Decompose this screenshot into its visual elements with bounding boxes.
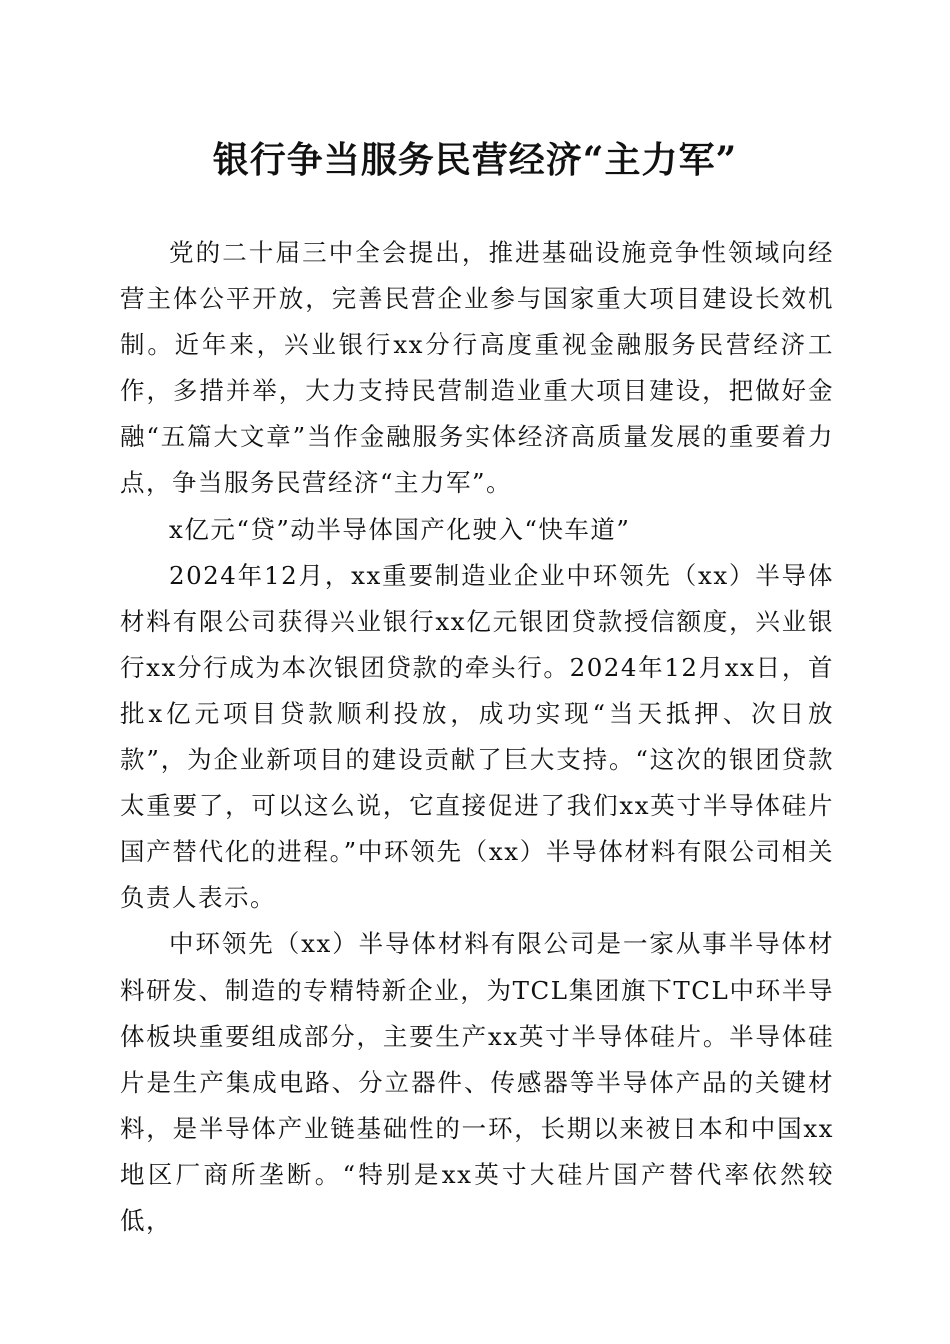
paragraph-company: 中环领先（xx）半导体材料有限公司是一家从事半导体材料研发、制造的专精特新企业，为TCL集团旗下TCL中环半导体板块重要组成部分，主要生产xx英寸半导体硅片。半导体硅片是生产集成电路、分立器件、传感器等半导体产品的关键材料，是半导体产业链基础性的一环，长期以来被日本和中国xx地区厂商所垄断。“特别是xx英寸大硅片国产替代率依然较低， bbox=[120, 929, 834, 1235]
document-title: 银行争当服务民营经济“主力军” bbox=[212, 139, 738, 181]
paragraph-intro: 党的二十届三中全会提出，推进基础设施竞争性领域向经营主体公平开放，完善民营企业参与国家重大项目建设长效机制。近年来，兴业银行xx分行高度重视金融服务民营经济工作，多措并举，大力支持民营制造业重大项目建设，把做好金融“五篇大文章”当作金融服务实体经济高质量发展的重要着力点，争当服务民营经济“主力军”。 bbox=[120, 238, 834, 498]
paragraph-loan: 2024年12月，xx重要制造业企业中环领先（xx）半导体材料有限公司获得兴业银行xx亿元银团贷款授信额度，兴业银行xx分行成为本次银团贷款的牵头行。2024年12月xx日，首批x亿元项目贷款顺利投放，成功实现“当天抵押、次日放款”，为企业新项目的建设贡献了巨大支持。“这次的银团贷款太重要了，可以这么说，它直接促进了我们xx英寸半导体硅片国产替代化的进程。”中环领先（xx）半导体材料有限公司相关负责人表示。 bbox=[120, 560, 834, 913]
section-heading: x亿元“贷”动半导体国产化驶入“快车道” bbox=[169, 514, 631, 544]
document-body bbox=[120, 230, 834, 1244]
